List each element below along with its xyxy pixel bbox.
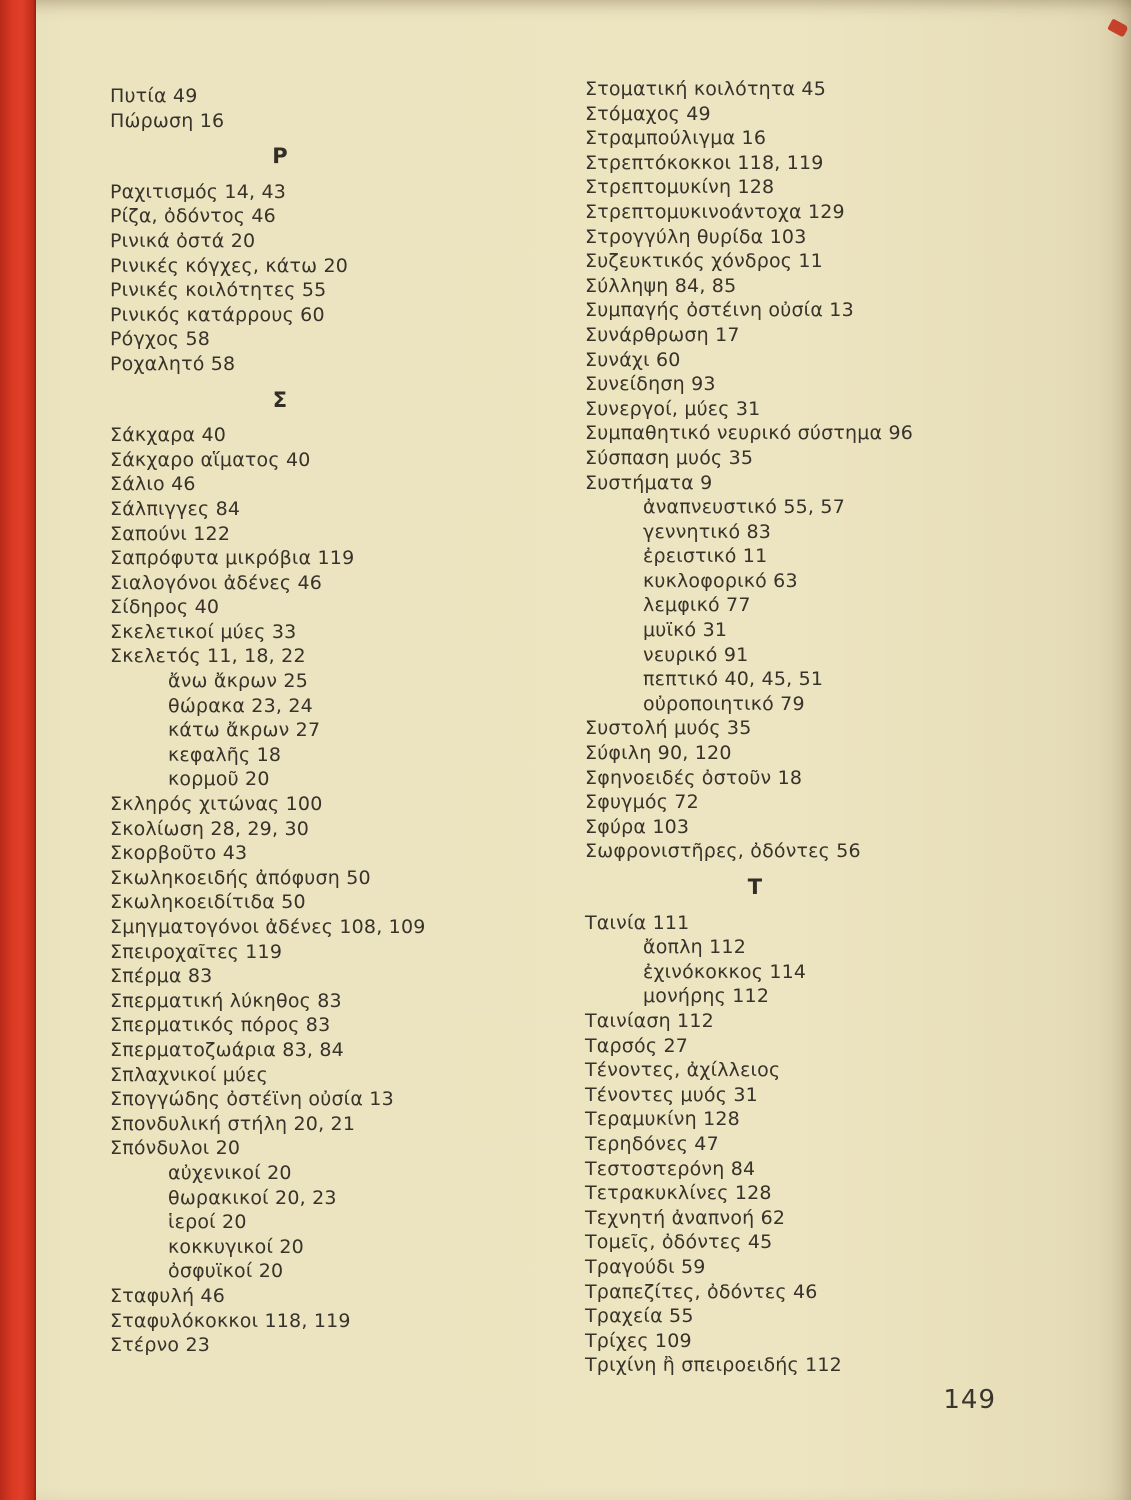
index-entry: Ρόγχος 58 bbox=[110, 328, 211, 351]
index-entry: Ρινικά ὀστά 20 bbox=[110, 229, 256, 252]
index-subentry: πεπτικό 40, 45, 51 bbox=[643, 668, 824, 691]
index-entry: Στοματική κοιλότητα 45 bbox=[585, 78, 827, 100]
index-entry: Ραχιτισμός 14, 43 bbox=[110, 180, 287, 203]
index-entry: Συζευκτικός χόνδρος 11 bbox=[585, 250, 823, 273]
index-entry: Στόμαχος 49 bbox=[585, 102, 711, 125]
index-entry: Συμπαγής ὀστέινη οὐσία 13 bbox=[585, 299, 854, 322]
index-entry: Στραμπούλιγμα 16 bbox=[585, 127, 767, 150]
index-entry: Ρινικός κατάρρους 60 bbox=[110, 303, 325, 326]
index-entry: Σύλληψη 84, 85 bbox=[585, 274, 737, 297]
index-entry: Συμπαθητικό νευρικό σύστημα 96 bbox=[585, 422, 914, 445]
index-entry: Σκωληκοειδίτιδα 50 bbox=[110, 891, 306, 914]
index-column-left bbox=[110, 84, 560, 1358]
index-entry: Συστήματα 9 bbox=[585, 471, 713, 494]
index-entry: Σύσπαση μυός 35 bbox=[585, 446, 754, 469]
page-number: 149 bbox=[943, 1385, 996, 1415]
index-entry: Σαπούνι 122 bbox=[110, 522, 231, 545]
index-entry: Τεχνητή ἀναπνοή 62 bbox=[585, 1206, 786, 1229]
index-subentry: ἀναπνευστικό 55, 57 bbox=[643, 496, 845, 519]
index-entry: Ρίζα, ὀδόντος 46 bbox=[110, 205, 276, 228]
index-subentry: λεμφικό 77 bbox=[643, 594, 751, 617]
index-entry: Τραγούδι 59 bbox=[585, 1255, 706, 1278]
index-entry: Σκελετός 11, 18, 22 bbox=[110, 645, 306, 668]
index-entry: Σφύρα 103 bbox=[585, 815, 690, 838]
index-entry: Σκωληκοειδής ἀπόφυση 50 bbox=[110, 866, 371, 889]
section-letter-heading: Τ bbox=[747, 875, 763, 899]
index-entry: Συνάρθρωση 17 bbox=[585, 323, 740, 346]
index-entry: Σκολίωση 28, 29, 30 bbox=[110, 817, 310, 840]
index-subentry: θώρακα 23, 24 bbox=[168, 694, 313, 717]
index-entry: Σαπρόφυτα μικρόβια 119 bbox=[110, 547, 355, 570]
index-subentry: γεννητικό 83 bbox=[643, 520, 772, 543]
index-entry: Σπερματικός πόρος 83 bbox=[110, 1014, 331, 1037]
index-entry: Σπλαχνικοί μύες bbox=[110, 1063, 269, 1086]
index-entry: Σφηνοειδές ὀστοῦν 18 bbox=[585, 766, 803, 789]
red-binding-stripe bbox=[0, 0, 36, 1500]
index-entry: Σάλπιγγες 84 bbox=[110, 497, 241, 520]
index-subentry: αὐχενικοί 20 bbox=[168, 1161, 292, 1184]
index-entry: Σκορβοῦτο 43 bbox=[110, 842, 248, 865]
index-subentry: μονήρης 112 bbox=[643, 985, 770, 1008]
index-entry: Σπόνδυλοι 20 bbox=[110, 1137, 241, 1160]
index-entry: Σάκχαρα 40 bbox=[110, 424, 227, 447]
index-entry: Τραχεία 55 bbox=[585, 1305, 694, 1328]
index-entry: Στρεπτομυκινοάντοχα 129 bbox=[585, 200, 845, 223]
index-entry: Σταφυλόκοκκοι 118, 119 bbox=[110, 1309, 351, 1332]
index-subentry: ἄοπλη 112 bbox=[643, 936, 746, 959]
index-subentry: οὐροποιητικό 79 bbox=[643, 692, 805, 715]
index-entry: Πυτία 49 bbox=[110, 85, 198, 107]
index-entry: Συνείδηση 93 bbox=[585, 373, 716, 396]
index-entry: Στρεπτόκοκκοι 118, 119 bbox=[585, 151, 824, 174]
index-entry: Τραπεζίτες, ὀδόντες 46 bbox=[585, 1280, 818, 1303]
index-entry: Σάκχαρο αἵματος 40 bbox=[110, 448, 311, 471]
index-entry: Σπογγώδης ὀστέϊνη οὐσία 13 bbox=[110, 1088, 394, 1111]
index-subentry: κεφαλῆς 18 bbox=[168, 743, 282, 766]
index-entry: Σπερματοζωάρια 83, 84 bbox=[110, 1038, 344, 1061]
index-entry: Ταινία 111 bbox=[585, 911, 690, 934]
index-entry: Σκληρός χιτώνας 100 bbox=[110, 793, 323, 816]
index-subentry: ἐχινόκοκκος 114 bbox=[643, 960, 807, 983]
index-subentry: κορμοῦ 20 bbox=[168, 768, 270, 791]
index-entry: Ταρσός 27 bbox=[585, 1034, 689, 1057]
index-subentry: ὀσφυϊκοί 20 bbox=[168, 1260, 284, 1283]
index-entry: Τριχίνη ἢ σπειροειδής 112 bbox=[585, 1354, 842, 1377]
section-letter-heading: Ρ bbox=[272, 144, 288, 169]
index-entry: Σπερματική λύκηθος 83 bbox=[110, 989, 342, 1012]
index-entry: Ροχαλητό 58 bbox=[110, 352, 236, 375]
index-column-right bbox=[585, 77, 1065, 1378]
red-corner-mark bbox=[1107, 18, 1129, 37]
index-entry: Τεραμυκίνη 128 bbox=[585, 1108, 740, 1131]
index-entry: Τένοντες μυός 31 bbox=[585, 1083, 758, 1106]
index-entry: Σύφιλη 90, 120 bbox=[585, 742, 732, 765]
index-entry: Συνεργοί, μύες 31 bbox=[585, 397, 761, 420]
index-entry: Πώρωση 16 bbox=[110, 109, 225, 132]
index-subentry: ἐρειστικό 11 bbox=[643, 545, 768, 568]
index-entry: Σιαλογόνοι ἀδένες 46 bbox=[110, 571, 323, 594]
index-entry: Ταινίαση 112 bbox=[585, 1009, 714, 1032]
index-entry: Συνάχι 60 bbox=[585, 348, 681, 371]
index-entry: Σπονδυλική στήλη 20, 21 bbox=[110, 1112, 356, 1135]
index-entry: Σωφρονιστῆρες, ὀδόντες 56 bbox=[585, 840, 861, 863]
index-subentry: κυκλοφορικό 63 bbox=[643, 569, 798, 592]
index-entry: Στρογγύλη θυρίδα 103 bbox=[585, 225, 807, 248]
index-entry: Σάλιο 46 bbox=[110, 473, 196, 496]
index-entry: Σπειροχαῖτες 119 bbox=[110, 940, 283, 963]
index-entry: Τένοντες, ἀχίλλειος bbox=[585, 1059, 781, 1082]
index-subentry: ἱεροί 20 bbox=[168, 1211, 247, 1234]
index-subentry: κάτω ἄκρων 27 bbox=[168, 719, 321, 742]
index-entry: Σκελετικοί μύες 33 bbox=[110, 620, 297, 643]
index-entry: Σταφυλή 46 bbox=[110, 1284, 225, 1307]
index-subentry: θωρακικοί 20, 23 bbox=[168, 1186, 337, 1209]
index-entry: Σμηγματογόνοι ἀδένες 108, 109 bbox=[110, 916, 426, 938]
index-entry: Στέρνο 23 bbox=[110, 1334, 211, 1357]
index-entry: Τομεῖς, ὀδόντες 45 bbox=[585, 1231, 773, 1254]
index-entry: Τρίχες 109 bbox=[585, 1329, 692, 1352]
index-entry: Τεστοστερόνη 84 bbox=[585, 1157, 756, 1180]
index-entry: Τερηδόνες 47 bbox=[585, 1132, 719, 1155]
index-entry: Συστολή μυός 35 bbox=[585, 717, 752, 740]
index-entry: Σφυγμός 72 bbox=[585, 791, 699, 814]
index-entry: Ρινικές κοιλότητες 55 bbox=[110, 279, 327, 302]
index-entry: Ρινικές κόγχες, κάτω 20 bbox=[110, 254, 349, 277]
section-letter-heading: Σ bbox=[272, 387, 288, 412]
index-subentry: νευρικό 91 bbox=[643, 643, 749, 666]
index-entry: Σίδηρος 40 bbox=[110, 596, 220, 619]
index-subentry: μυϊκό 31 bbox=[643, 619, 728, 642]
index-subentry: κοκκυγικοί 20 bbox=[168, 1235, 304, 1258]
index-entry: Σπέρμα 83 bbox=[110, 965, 213, 988]
index-entry: Στρεπτομυκίνη 128 bbox=[585, 176, 775, 199]
index-entry: Τετρακυκλίνες 128 bbox=[585, 1182, 772, 1205]
index-subentry: ἄνω ἄκρων 25 bbox=[168, 670, 309, 693]
